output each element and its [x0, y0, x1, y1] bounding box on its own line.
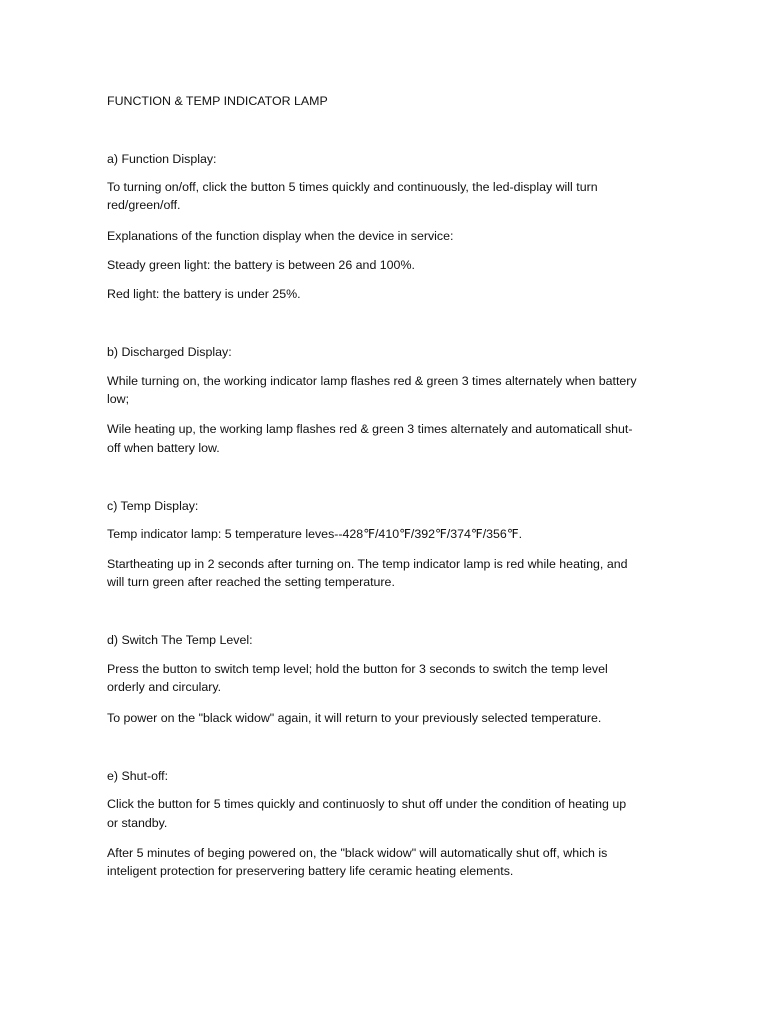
paragraph-line: Wile heating up, the working lamp flashes red & green 3 times alternately and automaticall shut-	[107, 422, 633, 436]
paragraph-line: Temp indicator lamp: 5 temperature leves--428℉/410℉/392℉/374℉/356℉.	[107, 527, 523, 541]
paragraph-line: or standby.	[107, 816, 168, 830]
paragraph-line: Startheating up in 2 seconds after turning on. The temp indicator lamp is red while heating, and	[107, 557, 628, 571]
paragraph-line: After 5 minutes of beging powered on, the "black widow" will automatically shut off, which is	[107, 846, 608, 860]
document-title: FUNCTION & TEMP INDICATOR LAMP	[107, 94, 328, 108]
paragraph-line: Press the button to switch temp level; hold the button for 3 seconds to switch the temp level	[107, 662, 608, 676]
paragraph-line: Explanations of the function display when the device in service:	[107, 229, 454, 243]
paragraph-line: orderly and circulary.	[107, 680, 222, 694]
paragraph-line: While turning on, the working indicator lamp flashes red & green 3 times alternately when battery	[107, 374, 637, 388]
paragraph-line: inteligent protection for preservering battery life ceramic heating elements.	[107, 864, 514, 878]
section-heading-switch-temp-level: d) Switch The Temp Level:	[107, 633, 253, 647]
paragraph-line: low;	[107, 392, 130, 406]
paragraph-line: red/green/off.	[107, 198, 181, 212]
paragraph-line: To turning on/off, click the button 5 times quickly and continuously, the led-display will turn	[107, 180, 598, 194]
section-heading-shut-off: e) Shut-off:	[107, 769, 169, 783]
paragraph-line: off when battery low.	[107, 441, 220, 455]
paragraph-line: To power on the "black widow" again, it will return to your previously selected temperature.	[107, 711, 602, 725]
section-heading-function-display: a) Function Display:	[107, 152, 217, 166]
section-heading-temp-display: c) Temp Display:	[107, 499, 199, 513]
section-heading-discharged-display: b) Discharged Display:	[107, 345, 232, 359]
paragraph-line: Click the button for 5 times quickly and continuosly to shut off under the condition of heating up	[107, 797, 627, 811]
paragraph-line: Red light: the battery is under 25%.	[107, 287, 301, 301]
paragraph-line: Steady green light: the battery is between 26 and 100%.	[107, 258, 415, 272]
paragraph-line: will turn green after reached the setting temperature.	[107, 575, 395, 589]
